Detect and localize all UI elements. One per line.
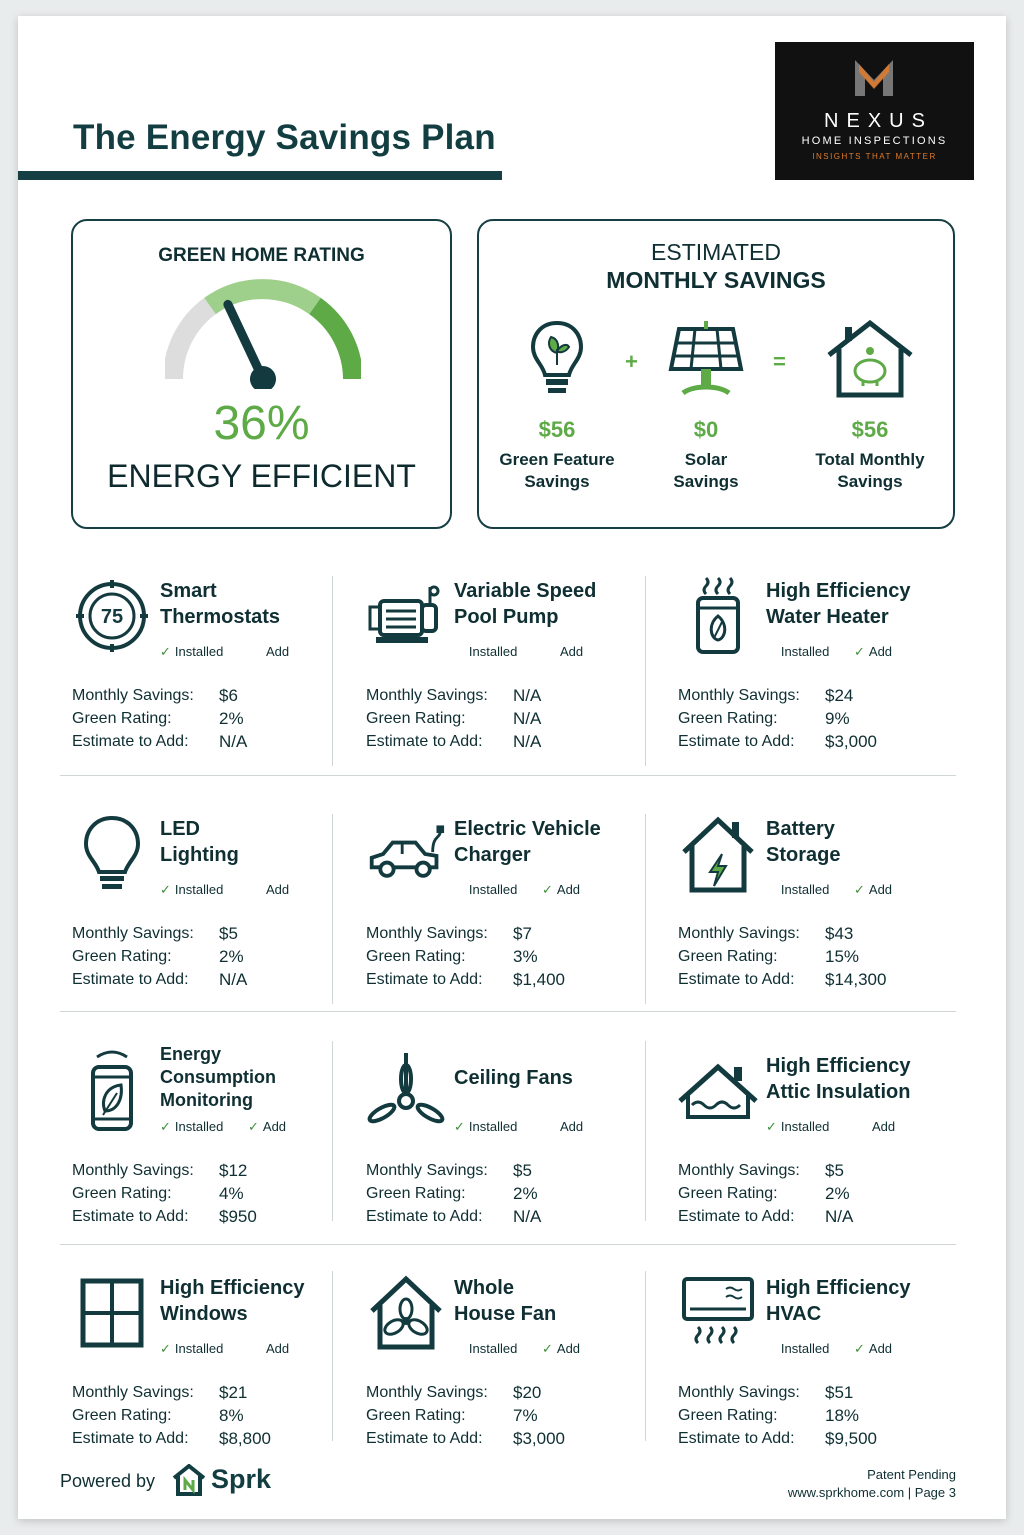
nexus-mark-icon xyxy=(851,56,897,102)
check-icon: ✓ xyxy=(854,1341,865,1356)
installed-label: Installed xyxy=(468,1119,518,1134)
estimate-label: Estimate to Add: xyxy=(72,733,189,750)
column-divider xyxy=(332,1271,333,1441)
estimate-value: $14,300 xyxy=(825,970,887,989)
estimate-value: N/A xyxy=(513,732,542,751)
installed-label: Installed xyxy=(174,644,224,659)
estimate-label: Estimate to Add: xyxy=(72,1430,189,1447)
report-page xyxy=(18,16,1006,1519)
green-rating-label: Green Rating: xyxy=(366,1185,466,1202)
feature-stats xyxy=(366,1381,565,1450)
green-rating-value: N/A xyxy=(513,709,542,728)
equals-sign: = xyxy=(773,349,786,374)
feature-name-line: Whole xyxy=(454,1277,514,1299)
monthly-savings-label: Monthly Savings: xyxy=(72,1384,194,1401)
feature-card xyxy=(366,814,656,1004)
savings-label: Savings xyxy=(673,472,739,491)
feature-name-line: Energy xyxy=(160,1044,222,1064)
feature-name-line: HVAC xyxy=(766,1303,822,1325)
savings-label: Total Monthly xyxy=(815,450,925,469)
check-icon: ✓ xyxy=(160,1119,171,1134)
add-label: Add xyxy=(266,644,290,659)
feature-name xyxy=(160,816,360,868)
installed-label: Installed xyxy=(780,882,830,897)
installed-label: Installed xyxy=(780,644,830,659)
feature-stats xyxy=(72,1381,271,1450)
installed-status[interactable] xyxy=(766,644,829,660)
site-page: www.sprkhome.com | Page 3 xyxy=(787,1485,956,1500)
installed-status[interactable] xyxy=(454,882,517,898)
add-label: Add xyxy=(868,1341,893,1356)
add-status[interactable] xyxy=(542,1341,580,1357)
estimate-value: N/A xyxy=(513,1207,542,1226)
add-status[interactable] xyxy=(542,882,580,898)
add-label: Add xyxy=(868,882,893,897)
monthly-savings-label: Monthly Savings: xyxy=(72,1162,194,1179)
estimate-value: N/A xyxy=(219,970,248,989)
installed-status[interactable] xyxy=(160,1341,223,1357)
feature-name xyxy=(160,1043,360,1112)
monthly-savings-value: $51 xyxy=(825,1383,854,1402)
estimate-label: Estimate to Add: xyxy=(678,733,795,750)
house-piggy-bank-icon xyxy=(825,319,915,399)
logo-tagline: INSIGHTS THAT MATTER xyxy=(812,152,937,161)
feature-card xyxy=(678,1273,968,1463)
savings-label: Savings xyxy=(524,472,590,491)
feature-card xyxy=(72,1273,362,1463)
feature-name-line: Consumption xyxy=(160,1067,276,1087)
monthly-savings-label: Monthly Savings: xyxy=(678,1384,800,1401)
add-status[interactable] xyxy=(266,644,289,659)
feature-name-line: Storage xyxy=(766,844,841,866)
check-icon: ✓ xyxy=(160,644,171,659)
pool-pump-icon xyxy=(366,576,446,656)
installed-label: Installed xyxy=(780,1119,830,1134)
check-icon: ✓ xyxy=(160,1341,171,1356)
estimate-value: $8,800 xyxy=(219,1429,271,1448)
add-label: Add xyxy=(262,1119,287,1134)
svg-text:75: 75 xyxy=(100,606,124,628)
feature-name-line: Smart xyxy=(160,580,217,602)
add-label: Add xyxy=(560,1119,584,1134)
installed-status[interactable] xyxy=(454,1341,517,1357)
monthly-savings-label: Monthly Savings: xyxy=(72,925,194,942)
feature-name-line: House Fan xyxy=(454,1303,557,1325)
feature-name-line: Pool Pump xyxy=(454,606,559,628)
green-rating-value: 8% xyxy=(219,1406,244,1425)
feature-name-line: Ceiling Fans xyxy=(454,1067,573,1089)
green-rating-label: Green Rating: xyxy=(72,1185,172,1202)
house-fan-icon xyxy=(366,1273,446,1353)
green-rating-value: 2% xyxy=(219,709,244,728)
add-status[interactable] xyxy=(248,1119,286,1135)
feature-card xyxy=(72,576,362,766)
feature-name-line: High Efficiency xyxy=(766,580,911,602)
estimate-label: Estimate to Add: xyxy=(366,1208,483,1225)
column-divider xyxy=(332,576,333,766)
feature-stats xyxy=(366,684,541,753)
installed-label: Installed xyxy=(174,1119,224,1134)
installed-status[interactable] xyxy=(160,1119,223,1135)
check-icon: ✓ xyxy=(160,882,171,897)
green-rating-value: 2% xyxy=(825,1184,850,1203)
estimate-value: $9,500 xyxy=(825,1429,877,1448)
green-rating-value: 2% xyxy=(513,1184,538,1203)
monthly-savings-label: Monthly Savings: xyxy=(678,687,800,704)
green-rating-label: Green Rating: xyxy=(366,948,466,965)
add-label: Add xyxy=(266,1341,290,1356)
feature-name-line: Attic Insulation xyxy=(766,1081,911,1103)
estimate-value: $3,000 xyxy=(825,732,877,751)
installed-label: Installed xyxy=(468,1341,518,1356)
feature-card xyxy=(72,814,362,1004)
column-divider xyxy=(332,814,333,1004)
rating-percent: 36% xyxy=(213,397,310,450)
feature-card xyxy=(678,814,968,1004)
monthly-savings-label: Monthly Savings: xyxy=(366,687,488,704)
powered-by-label: Powered by xyxy=(60,1471,156,1491)
column-divider xyxy=(645,576,646,766)
feature-stats xyxy=(678,922,886,991)
green-feature-savings xyxy=(482,317,632,493)
logo-subtitle: HOME INSPECTIONS xyxy=(801,135,948,147)
feature-name-line: High Efficiency xyxy=(160,1277,305,1299)
feature-name xyxy=(454,1065,654,1091)
check-icon: ✓ xyxy=(542,882,553,897)
savings-heading-line2: MONTHLY SAVINGS xyxy=(606,267,826,293)
hvac-icon xyxy=(678,1273,758,1353)
feature-stats xyxy=(678,1159,853,1228)
feature-card xyxy=(366,576,656,766)
feature-name-line: High Efficiency xyxy=(766,1055,911,1077)
green-rating-value: 2% xyxy=(219,947,244,966)
add-status[interactable] xyxy=(266,882,289,897)
check-icon: ✓ xyxy=(248,1119,259,1134)
installed-status[interactable] xyxy=(766,882,829,898)
installed-status[interactable] xyxy=(766,1341,829,1357)
nexus-logo xyxy=(775,42,974,180)
feature-name-line: Battery xyxy=(766,818,835,840)
feature-name-line: Variable Speed xyxy=(454,580,597,602)
savings-label: Solar xyxy=(684,450,728,469)
add-label: Add xyxy=(556,882,581,897)
feature-name xyxy=(454,816,654,868)
estimate-value: $950 xyxy=(219,1207,257,1226)
green-rating-label: Green Rating: xyxy=(72,1407,172,1424)
column-divider xyxy=(645,1271,646,1441)
sprk-brand: Sprk xyxy=(211,1464,272,1494)
feature-stats xyxy=(678,1381,877,1450)
estimate-label: Estimate to Add: xyxy=(366,733,483,750)
battery-house-icon xyxy=(678,814,758,894)
monthly-savings-label: Monthly Savings: xyxy=(72,687,194,704)
lightbulb-leaf-icon xyxy=(529,319,585,399)
installed-status[interactable] xyxy=(454,1119,517,1135)
green-rating-label: Green Rating: xyxy=(72,710,172,727)
green-rating-label: Green Rating: xyxy=(72,948,172,965)
green-rating-label: Green Rating: xyxy=(678,1407,778,1424)
feature-name xyxy=(766,1053,966,1105)
feature-stats xyxy=(678,684,877,753)
savings-value: $56 xyxy=(851,417,889,442)
green-rating-label: Green Rating: xyxy=(678,710,778,727)
green-rating-label: Green Rating: xyxy=(366,710,466,727)
add-status[interactable] xyxy=(560,1119,583,1134)
lightbulb-icon xyxy=(72,814,152,894)
feature-name xyxy=(766,816,966,868)
feature-card xyxy=(366,1273,656,1463)
add-label: Add xyxy=(868,644,893,659)
solar-panel-icon xyxy=(667,319,745,399)
monthly-savings-card xyxy=(477,219,955,529)
green-rating-value: 9% xyxy=(825,709,850,728)
installed-label: Installed xyxy=(468,882,518,897)
feature-name-line: LED xyxy=(160,818,200,840)
solar-savings xyxy=(631,317,781,493)
green-rating-label: Green Rating: xyxy=(678,1185,778,1202)
attic-insulation-icon xyxy=(678,1051,758,1131)
savings-value: $56 xyxy=(538,417,576,442)
estimate-label: Estimate to Add: xyxy=(366,971,483,988)
feature-name-line: Monitoring xyxy=(160,1090,253,1110)
estimate-label: Estimate to Add: xyxy=(678,1208,795,1225)
estimate-label: Estimate to Add: xyxy=(678,1430,795,1447)
title-underline xyxy=(18,171,502,180)
sprk-logo-icon xyxy=(172,1464,206,1496)
feature-stats xyxy=(366,922,565,991)
feature-card xyxy=(366,1051,656,1241)
row-divider xyxy=(60,1011,956,1012)
green-rating-value: 18% xyxy=(825,1406,860,1425)
estimate-value: N/A xyxy=(219,732,248,751)
add-status[interactable] xyxy=(854,1341,892,1357)
logo-name: NEXUS xyxy=(824,110,933,132)
column-divider xyxy=(645,814,646,1004)
monthly-savings-label: Monthly Savings: xyxy=(366,925,488,942)
installed-status[interactable] xyxy=(454,644,517,660)
monthly-savings-value: $21 xyxy=(219,1383,248,1402)
feature-card xyxy=(72,1044,362,1241)
monthly-savings-value: $12 xyxy=(219,1161,248,1180)
installed-status[interactable] xyxy=(766,1119,829,1135)
monthly-savings-value: $7 xyxy=(513,924,532,943)
page-title: The Energy Savings Plan xyxy=(73,118,496,157)
estimate-label: Estimate to Add: xyxy=(366,1430,483,1447)
add-label: Add xyxy=(556,1341,581,1356)
feature-stats xyxy=(72,1159,257,1228)
check-icon: ✓ xyxy=(854,644,865,659)
monthly-savings-value: $20 xyxy=(513,1383,542,1402)
installed-status[interactable] xyxy=(160,644,223,660)
footer-info xyxy=(788,1466,956,1502)
green-rating-label: Green Rating: xyxy=(678,948,778,965)
green-rating-value: 15% xyxy=(825,947,860,966)
feature-name xyxy=(454,1275,654,1327)
savings-heading-line1: ESTIMATED xyxy=(651,239,781,265)
green-rating-value: 4% xyxy=(219,1184,244,1203)
feature-name xyxy=(766,1275,966,1327)
feature-name-line: Windows xyxy=(160,1303,248,1325)
feature-stats xyxy=(72,922,247,991)
green-rating-label: Green Rating: xyxy=(366,1407,466,1424)
green-rating-value: 3% xyxy=(513,947,538,966)
savings-label: Savings xyxy=(837,472,903,491)
feature-name-line: Lighting xyxy=(160,844,239,866)
feature-name-line: Thermostats xyxy=(160,606,281,628)
energy-monitor-icon xyxy=(72,1051,152,1131)
monthly-savings-value: $6 xyxy=(219,686,238,705)
patent-label: Patent Pending xyxy=(867,1467,956,1482)
check-icon: ✓ xyxy=(766,1119,777,1134)
total-monthly-savings xyxy=(795,317,945,493)
feature-name xyxy=(160,578,360,630)
installed-label: Installed xyxy=(174,882,224,897)
plus-sign: + xyxy=(625,349,638,374)
monthly-savings-value: N/A xyxy=(513,686,542,705)
add-status[interactable] xyxy=(266,1341,289,1356)
monthly-savings-label: Monthly Savings: xyxy=(678,1162,800,1179)
monthly-savings-value: $5 xyxy=(219,924,238,943)
add-label: Add xyxy=(872,1119,896,1134)
add-status[interactable] xyxy=(854,644,892,660)
monthly-savings-label: Monthly Savings: xyxy=(366,1384,488,1401)
feature-name xyxy=(160,1275,360,1327)
feature-stats xyxy=(72,684,247,753)
estimate-value: N/A xyxy=(825,1207,854,1226)
check-icon: ✓ xyxy=(542,1341,553,1356)
installed-label: Installed xyxy=(174,1341,224,1356)
feature-name xyxy=(766,578,966,630)
installed-label: Installed xyxy=(780,1341,830,1356)
thermostat-icon xyxy=(72,576,152,656)
add-status[interactable] xyxy=(872,1119,895,1134)
row-divider xyxy=(60,1244,956,1245)
check-icon: ✓ xyxy=(454,1119,465,1134)
column-divider xyxy=(332,1041,333,1221)
feature-stats xyxy=(366,1159,541,1228)
monthly-savings-value: $5 xyxy=(513,1161,532,1180)
green-rating-value: 7% xyxy=(513,1406,538,1425)
feature-card xyxy=(678,1051,968,1241)
add-label: Add xyxy=(266,882,290,897)
add-status[interactable] xyxy=(560,644,583,659)
ceiling-fan-icon xyxy=(366,1051,446,1131)
add-label: Add xyxy=(560,644,584,659)
estimate-label: Estimate to Add: xyxy=(72,971,189,988)
green-home-rating-card xyxy=(71,219,452,529)
add-status[interactable] xyxy=(854,882,892,898)
feature-name-line: Electric Vehicle xyxy=(454,818,601,840)
estimate-label: Estimate to Add: xyxy=(72,1208,189,1225)
feature-name-line: Water Heater xyxy=(766,606,889,628)
monthly-savings-value: $5 xyxy=(825,1161,844,1180)
monthly-savings-label: Monthly Savings: xyxy=(366,1162,488,1179)
feature-card xyxy=(678,576,968,766)
feature-name-line: High Efficiency xyxy=(766,1277,911,1299)
feature-name xyxy=(454,578,654,630)
feature-name-line: Charger xyxy=(454,844,531,866)
rating-label: GREEN HOME RATING xyxy=(158,245,365,266)
column-divider xyxy=(645,1041,646,1221)
savings-label: Green Feature xyxy=(499,450,615,469)
rating-descriptor: ENERGY EFFICIENT xyxy=(107,458,416,494)
efficiency-gauge xyxy=(165,279,361,389)
check-icon: ✓ xyxy=(854,882,865,897)
monthly-savings-value: $43 xyxy=(825,924,854,943)
monthly-savings-label: Monthly Savings: xyxy=(678,925,800,942)
installed-label: Installed xyxy=(468,644,518,659)
savings-value: $0 xyxy=(693,417,719,442)
monthly-savings-value: $24 xyxy=(825,686,854,705)
row-divider xyxy=(60,775,956,776)
estimate-label: Estimate to Add: xyxy=(678,971,795,988)
water-heater-icon xyxy=(678,576,758,656)
estimate-value: $1,400 xyxy=(513,970,565,989)
ev-charger-icon xyxy=(366,814,446,894)
window-icon xyxy=(72,1273,152,1353)
installed-status[interactable] xyxy=(160,882,223,898)
estimate-value: $3,000 xyxy=(513,1429,565,1448)
